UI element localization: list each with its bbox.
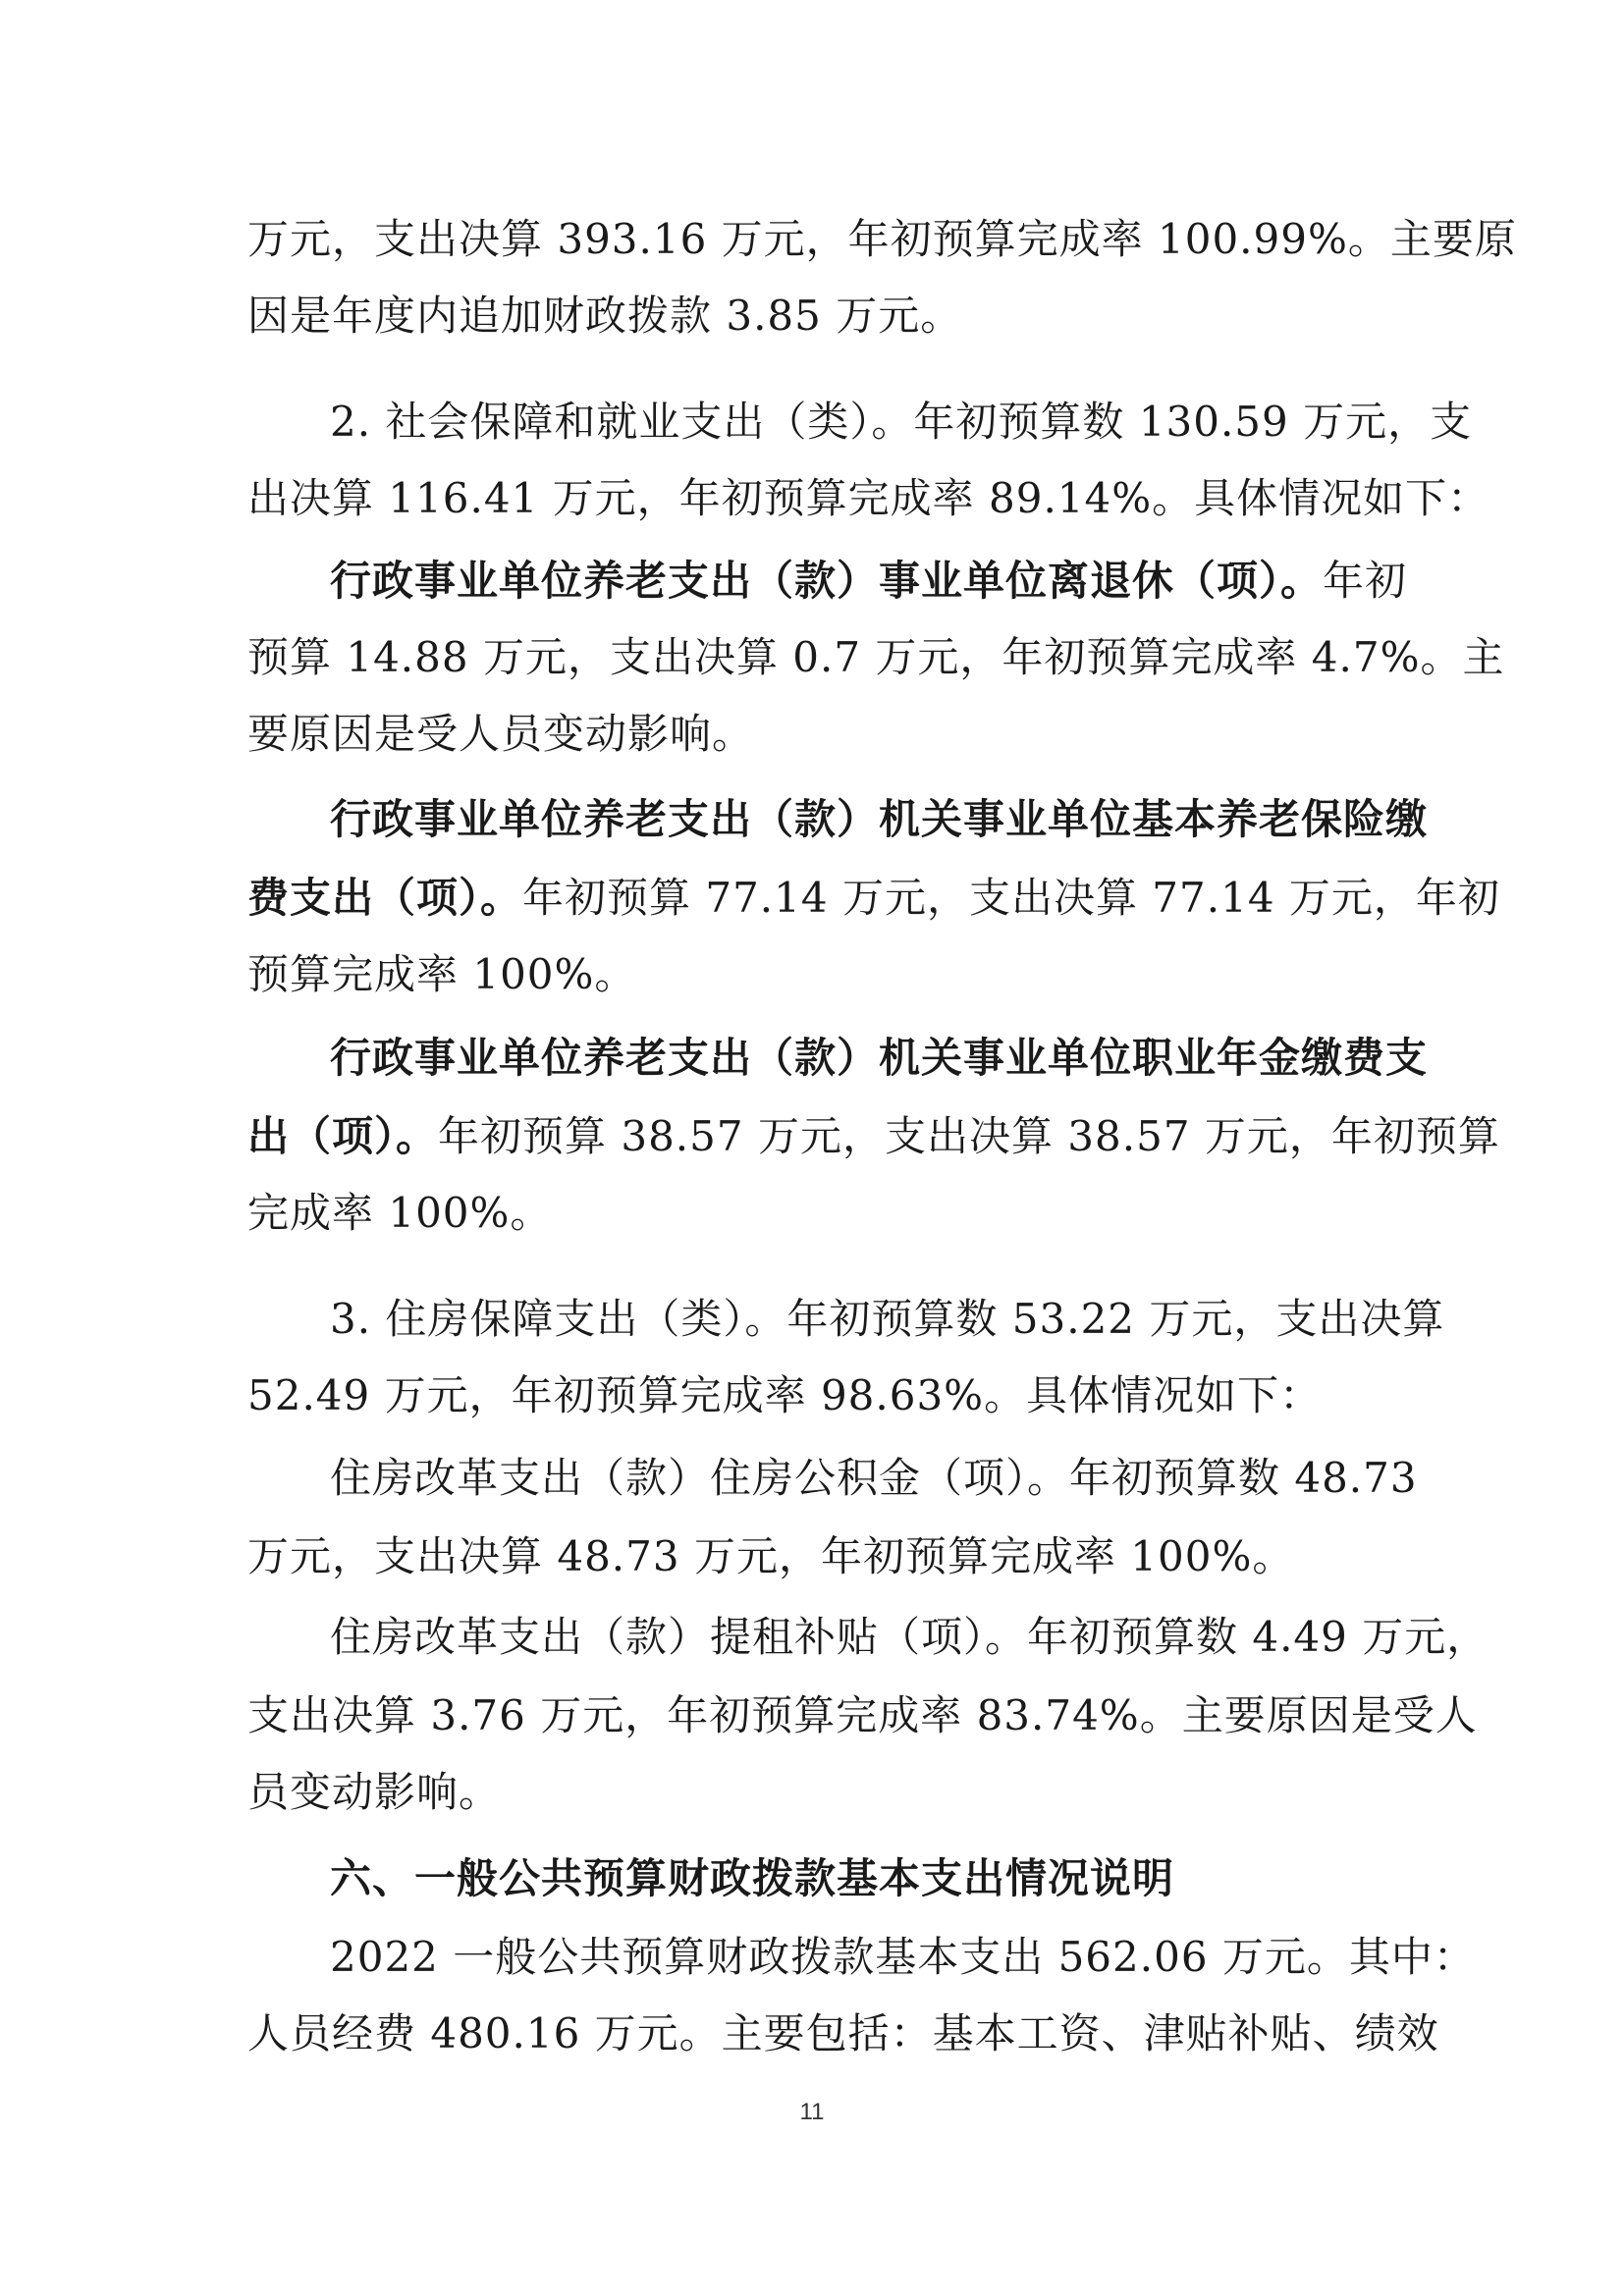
bold-heading: 行政事业单位养老支出（款）机关事业单位职业年金缴费支 <box>330 1034 1429 1082</box>
text-line: 完成率 100%。 <box>247 1189 553 1237</box>
text-line: 出决算 116.41 万元，年初预算完成率 89.14%。具体情况如下： <box>247 474 1490 522</box>
text-line: 2022 一般公共预算财政拨款基本支出 562.06 万元。其中： <box>330 1933 1476 1981</box>
section-heading: 六、一般公共预算财政拨款基本支出情况说明 <box>330 1854 1175 1902</box>
text-span: 年初 <box>1323 557 1408 605</box>
text-line: 因是年度内追加财政拨款 3.85 万元。 <box>247 292 963 340</box>
text-line <box>247 869 1500 928</box>
text-line: 万元，支出决算 393.16 万元，年初预算完成率 100.99%。主要原 <box>247 215 1517 263</box>
text-line: 万元，支出决算 48.73 万元，年初预算完成率 100%。 <box>247 1532 1295 1580</box>
text-line: 住房改革支出（款）住房公积金（项）。年初预算数 48.73 <box>330 1454 1418 1502</box>
bold-heading: 行政事业单位养老支出（款）事业单位离退休（项）。 <box>330 557 1324 605</box>
bold-heading: 费支出（项）。 <box>247 874 523 922</box>
page-number: 11 <box>799 2099 825 2125</box>
text-line: 员变动影响。 <box>247 1768 502 1816</box>
text-line: 3. 住房保障支出（类）。年初预算数 53.22 万元，支出决算 <box>330 1295 1445 1343</box>
text-line: 52.49 万元，年初预算完成率 98.63%。具体情况如下： <box>247 1371 1323 1419</box>
bold-heading: 出（项）。 <box>247 1112 439 1160</box>
text-line: 支出决算 3.76 万元，年初预算完成率 83.74%。主要原因是受人 <box>247 1691 1478 1739</box>
text-line: 要原因是受人员变动影响。 <box>247 710 755 758</box>
bold-heading: 行政事业单位养老支出（款）机关事业单位基本养老保险缴 <box>330 795 1429 843</box>
text-line: 预算完成率 100%。 <box>247 950 637 998</box>
text-span: 年初预算 77.14 万元，支出决算 77.14 万元，年初 <box>522 874 1500 922</box>
text-line <box>247 1107 1500 1166</box>
text-line: 人员经费 480.16 万元。主要包括：基本工资、津贴补贴、绩效 <box>247 2009 1439 2057</box>
text-line <box>330 552 1408 611</box>
text-line: 住房改革支出（款）提租补贴（项）。年初预算数 4.49 万元， <box>330 1613 1489 1661</box>
text-span: 年初预算 38.57 万元，支出决算 38.57 万元，年初预算 <box>438 1112 1500 1160</box>
text-line: 2. 社会保障和就业支出（类）。年初预算数 130.59 万元，支 <box>330 398 1473 446</box>
text-line: 预算 14.88 万元，支出决算 0.7 万元，年初预算完成率 4.7%。主 <box>247 633 1505 681</box>
